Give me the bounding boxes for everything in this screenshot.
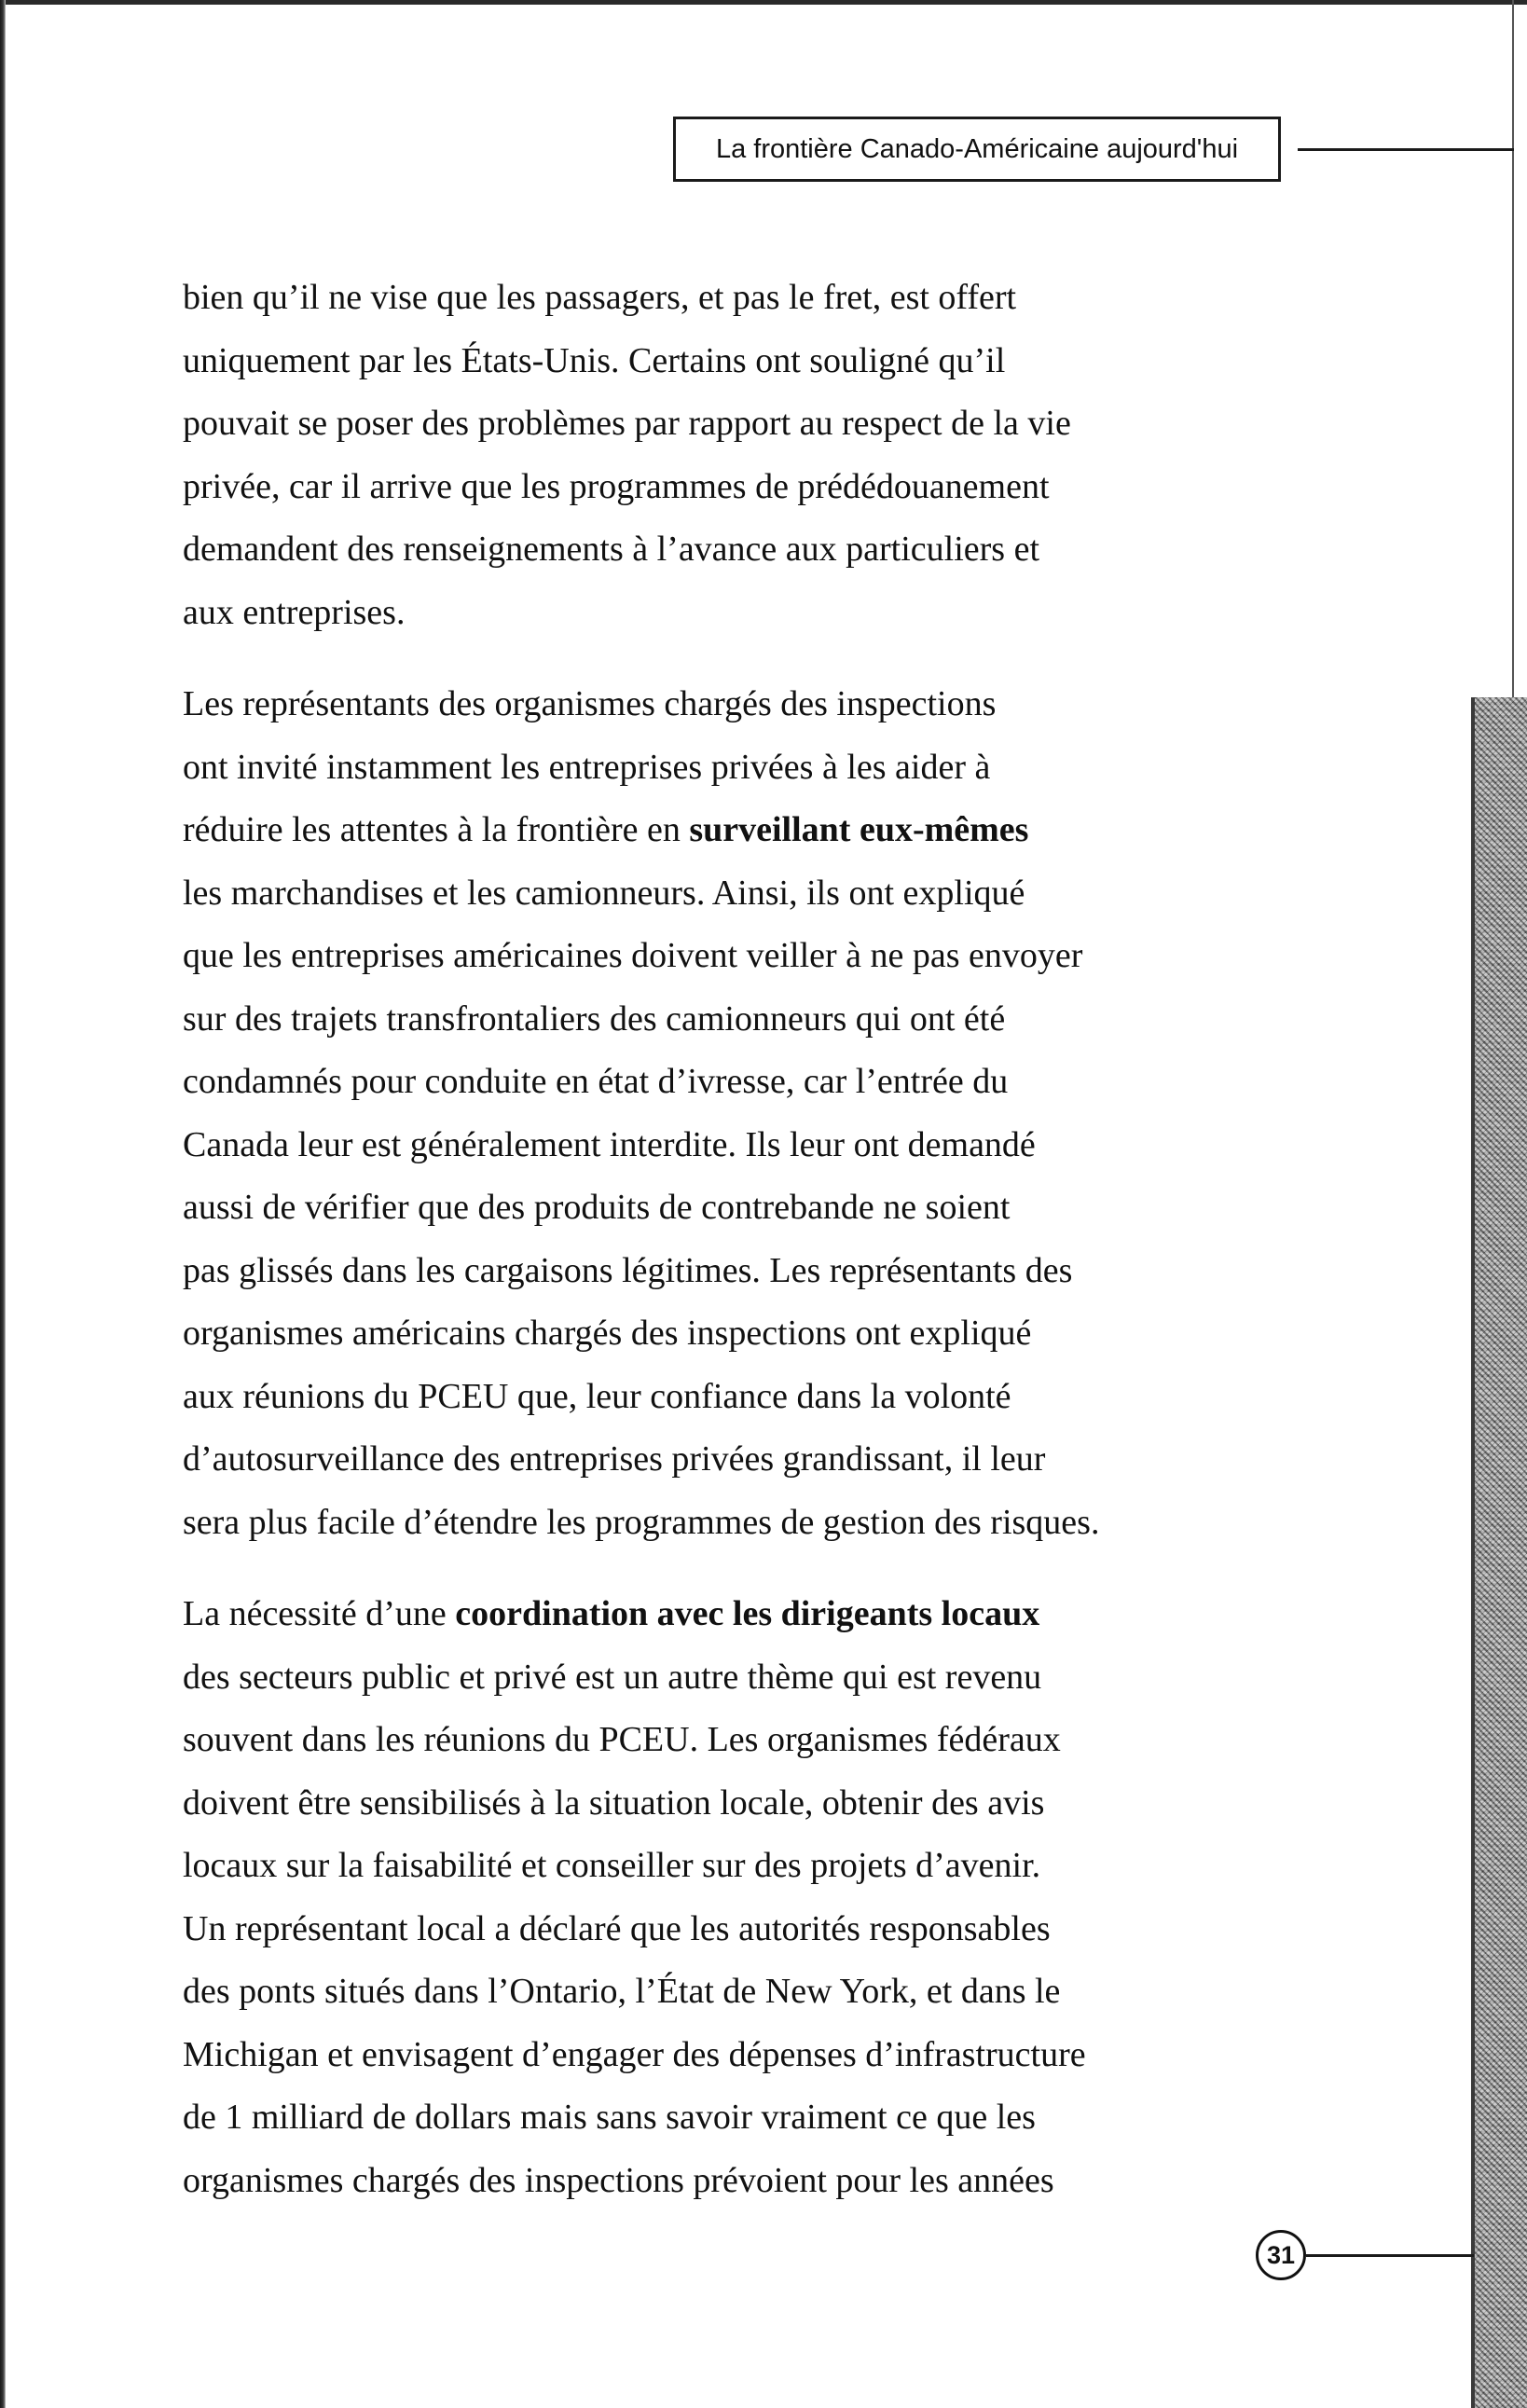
text-line (183, 862, 1255, 926)
text-run: La nécessité d’une (183, 1594, 456, 1633)
text-run: condamnés pour conduite en état d’ivresse, car l’entrée du (183, 1062, 1009, 1101)
text-line (183, 330, 1255, 393)
text-line (183, 1428, 1255, 1492)
text-line (183, 267, 1255, 330)
text-line (183, 2024, 1255, 2087)
text-line (183, 456, 1255, 519)
text-run: aussi de vérifier que des produits de contrebande ne soient (183, 1188, 1011, 1227)
text-run: doivent être sensibilisés à la situation locale, obtenir des avis (183, 1782, 1045, 1823)
text-line (183, 1176, 1255, 1240)
text-line (183, 518, 1255, 582)
text-run: organismes chargés des inspections prévoient pour les années (183, 2160, 1054, 2200)
text-line (183, 1051, 1255, 1114)
scan-edge-left (0, 0, 6, 2408)
text-line (183, 1709, 1255, 1772)
text-run: privée, car il arrive que les programmes de prédédouanement (183, 466, 1050, 506)
text-run: organismes américains chargés des inspections ont expliqué (183, 1314, 1032, 1353)
text-run: sur des trajets transfrontaliers des camionneurs qui ont été (183, 998, 1006, 1039)
text-run: souvent dans les réunions du PCEU. Les organismes fédéraux (183, 1720, 1061, 1759)
text-run: réduire les attentes à la frontière en (183, 810, 690, 849)
scan-edge-right-band (1471, 697, 1527, 2408)
text-line (183, 1646, 1255, 1710)
text-run: aux réunions du PCEU que, leur confiance dans la volonté (183, 1376, 1011, 1416)
text-run: demandent des renseignements à l’avance aux particuliers et (183, 530, 1039, 569)
page-number-rule (1306, 2254, 1474, 2257)
text-run: des ponts situés dans l’Ontario, l’État de New York, et dans le (183, 1972, 1061, 2011)
text-run: Un représentant local a déclaré que les autorités responsables (183, 1908, 1051, 1948)
text-run: pas glissés dans les cargaisons légitimes. Les représentants des (183, 1250, 1073, 1290)
text-run: pouvait se poser des problèmes par rapport au respect de la vie (183, 404, 1071, 443)
header-rule (1298, 148, 1514, 151)
text-run: de 1 milliard de dollars mais sans savoir vraiment ce que les (183, 2098, 1036, 2137)
bold-phrase: coordination avec les dirigeants locaux (455, 1594, 1040, 1633)
text-run: les marchandises et les camionneurs. Ainsi, ils ont expliqué (183, 873, 1025, 913)
bold-phrase: surveillant eux-mêmes (689, 810, 1029, 849)
text-run: Michigan et envisagent d’engager des dépenses d’infrastructure (183, 2034, 1086, 2074)
body-text (183, 267, 1255, 2241)
text-run: aux entreprises. (183, 592, 406, 632)
text-line (183, 988, 1255, 1052)
text-line (183, 1114, 1255, 1177)
text-run: que les entreprises américaines doivent veiller à ne pas envoyer (183, 936, 1083, 975)
text-line (183, 1366, 1255, 1429)
text-run: d’autosurveillance des entreprises privées grandissant, il leur (183, 1439, 1046, 1479)
text-line (183, 736, 1255, 800)
text-run: des secteurs public et privé est un autre thème qui est revenu (183, 1657, 1042, 1697)
text-line (183, 2086, 1255, 2150)
text-line (183, 392, 1255, 456)
scan-edge-top (0, 0, 1527, 5)
page-number: 31 (1256, 2230, 1306, 2280)
text-line (183, 925, 1255, 988)
running-header: La frontière Canado-Américaine aujourd'hui (715, 133, 1239, 164)
text-run: bien qu’il ne vise que les passagers, et pas le fret, est offert (183, 278, 1017, 317)
text-run: Les représentants des organismes chargés des inspections (183, 684, 997, 723)
text-run: sera plus facile d’étendre les programmes de gestion des risques. (183, 1502, 1100, 1542)
paragraph (183, 673, 1255, 1554)
text-line (183, 1961, 1255, 2024)
text-run: locaux sur la faisabilité et conseiller sur des projets d’avenir. (183, 1846, 1041, 1885)
text-line (183, 2150, 1255, 2213)
scan-edge-right-line (1512, 0, 1514, 709)
text-line (183, 1835, 1255, 1898)
text-line (183, 1772, 1255, 1836)
text-line (183, 1583, 1255, 1646)
paragraph (183, 1583, 1255, 2212)
running-header-box (673, 117, 1281, 182)
text-line (183, 1302, 1255, 1366)
paragraph (183, 267, 1255, 644)
text-line (183, 1492, 1255, 1555)
text-run: ont invité instamment les entreprises privées à les aider à (183, 747, 991, 787)
text-line (183, 799, 1255, 862)
text-line (183, 1240, 1255, 1303)
text-run: uniquement par les États-Unis. Certains ont souligné qu’il (183, 340, 1006, 380)
text-line (183, 673, 1255, 736)
text-line (183, 1898, 1255, 1961)
text-line (183, 582, 1255, 645)
text-run: Canada leur est généralement interdite. Ils leur ont demandé (183, 1124, 1036, 1164)
